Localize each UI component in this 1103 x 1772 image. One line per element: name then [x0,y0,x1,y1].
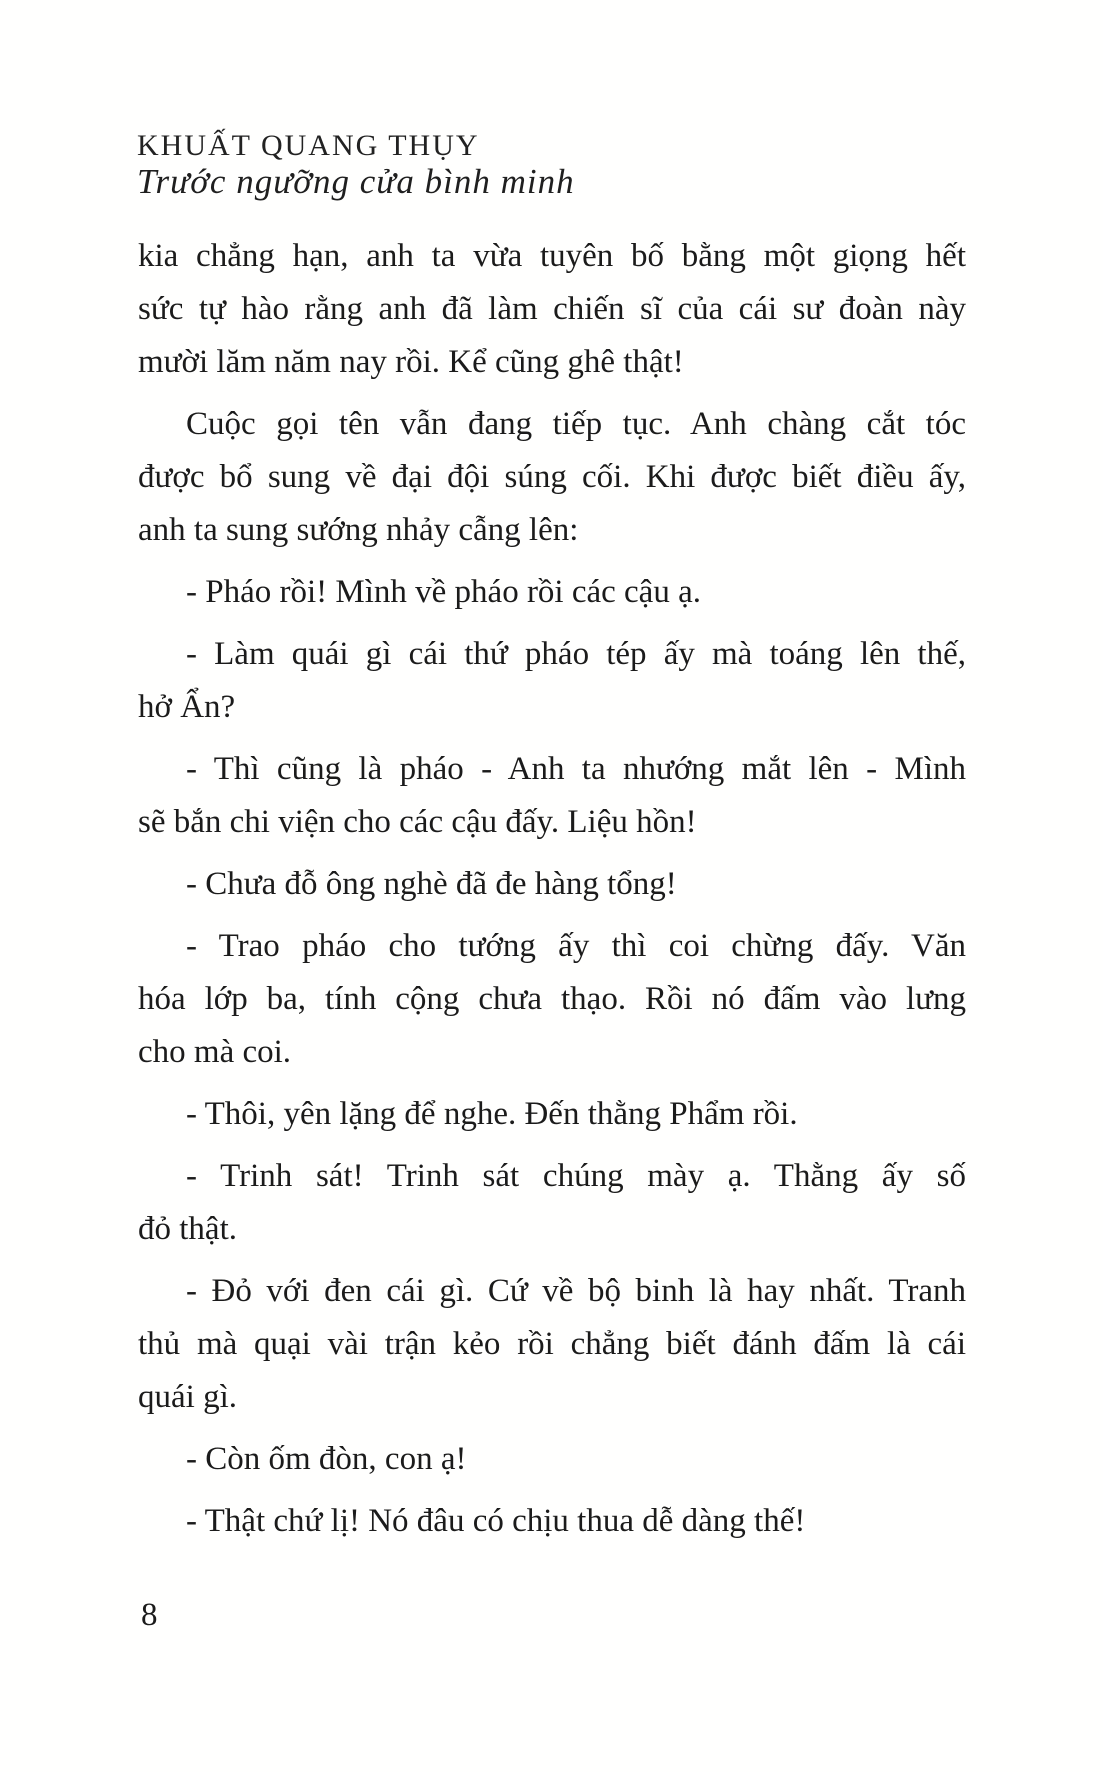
paragraph [138,398,966,557]
text-line: - Đỏ với đen cái gì. Cứ về bộ binh là hay nhất. Tranh [186,1273,966,1309]
text-line: hóa lớp ba, tính cộng chưa thạo. Rồi nó đấm vào lưng [138,981,966,1017]
paragraph [138,858,966,911]
text-line: - Làm quái gì cái thứ pháo tép ấy mà toáng lên thế, [186,636,966,672]
paragraph [138,743,966,849]
text-line: - Trinh sát! Trinh sát chúng mày ạ. Thằng ấy số [186,1158,966,1194]
text-line: Cuộc gọi tên vẫn đang tiếp tục. Anh chàng cắt tóc [186,406,966,442]
book-title: Trước ngưỡng cửa bình minh [137,162,575,201]
paragraph [138,1265,966,1424]
paragraph [138,1150,966,1256]
page-number: 8 [141,1597,158,1633]
text-line: - Thật chứ lị! Nó đâu có chịu thua dễ dàng thế! [186,1503,806,1539]
author-name: KHUẤT QUANG THỤY [137,129,480,162]
paragraph [138,1088,966,1141]
text-line: - Thôi, yên lặng để nghe. Đến thằng Phẩm rồi. [186,1096,798,1132]
text-line: - Trao pháo cho tướng ấy thì coi chừng đấy. Văn [186,928,966,964]
paragraph [138,920,966,1079]
paragraph [138,628,966,734]
text-line: sẽ bắn chi viện cho các cậu đấy. Liệu hồn! [138,804,697,840]
paragraph [138,1433,966,1486]
text-line: được bổ sung về đại đội súng cối. Khi được biết điều ấy, [138,459,966,495]
text-block [138,230,966,1557]
paragraph [138,1495,966,1548]
text-line: thủ mà quại vài trận kẻo rồi chẳng biết đánh đấm là cái [138,1326,966,1362]
text-line: đỏ thật. [138,1211,237,1247]
text-line: - Chưa đỗ ông nghè đã đe hàng tổng! [186,866,677,902]
text-line: anh ta sung sướng nhảy cẫng lên: [138,512,579,548]
text-line: sức tự hào rằng anh đã làm chiến sĩ của cái sư đoàn này [138,291,966,327]
text-line: cho mà coi. [138,1034,292,1070]
paragraph [138,566,966,619]
text-line: - Pháo rồi! Mình về pháo rồi các cậu ạ. [186,574,701,610]
text-line: - Còn ốm đòn, con ạ! [186,1441,467,1477]
text-line: quái gì. [138,1379,237,1415]
paragraph [138,230,966,389]
page-header [137,130,997,202]
text-line: mười lăm năm nay rồi. Kể cũng ghê thật! [138,344,684,380]
text-line: - Thì cũng là pháo - Anh ta nhướng mắt lên - Mình [186,751,966,787]
text-line: kia chẳng hạn, anh ta vừa tuyên bố bằng một giọng hết [138,238,966,274]
text-line: hở Ẩn? [138,689,236,725]
